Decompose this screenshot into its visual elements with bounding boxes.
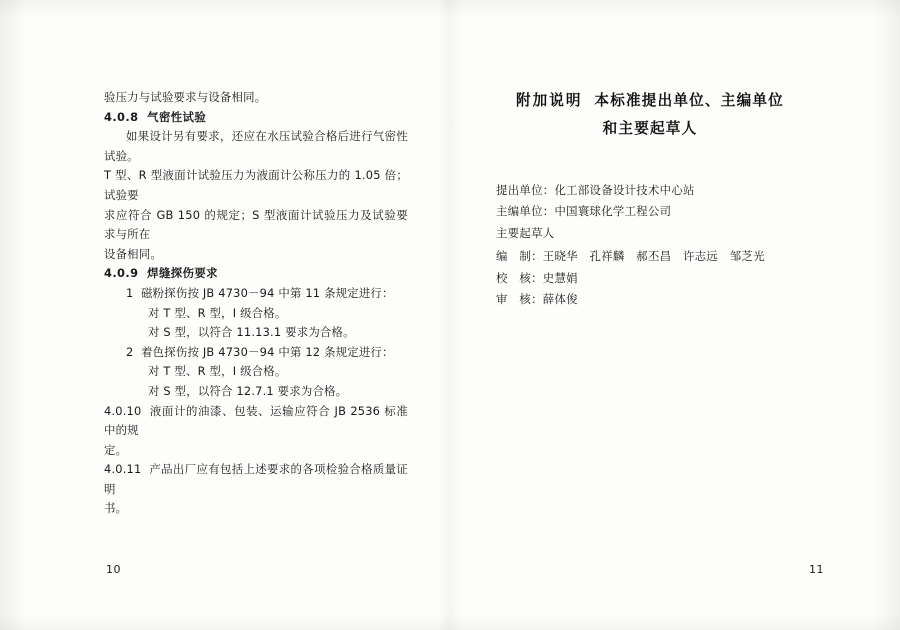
clause-heading-4-0-8: 4.0.8 气密性试验: [104, 109, 207, 124]
list-item: 1 磁粉探伤按 JB 4730－94 中第 11 条规定进行：: [126, 285, 394, 300]
page-number-left: 10: [106, 563, 121, 576]
proposing-unit: 提出单位：化工部设备设计技术中心站: [496, 183, 695, 197]
drafters-compilers: 编 制：王晓华 孔祥麟 郝丕昌 许志远 邹芝光: [496, 249, 765, 264]
main-drafters-label: 主要起草人: [496, 225, 555, 240]
text-line: 对 T 型、R 型，I 级合格。: [148, 364, 287, 379]
clause-4-0-11: 4.0.11 产品出厂应有包括上述要求的各项检验合格质量证明: [104, 462, 408, 496]
text-line: T 型、R 型液面计试验压力为液面计公称压力的 1.05 倍；试验要: [104, 168, 408, 202]
text-line: 求应符合 GB 150 的规定；S 型液面计试验压力及试验要求与所在: [104, 207, 408, 242]
appendix-title-line1: 本标准提出单位、主编单位: [594, 92, 784, 109]
drafters-checker: 校 核：史慧娟: [496, 270, 578, 285]
drafters-list: [496, 246, 804, 310]
right-page: [450, 0, 900, 630]
appendix-label: 附加说明: [516, 92, 583, 109]
chief-editing-unit: 主编单位：中国寰球化学工程公司: [496, 204, 672, 219]
text-line: 对 S 型，以符合 11.13.1 要求为合格。: [148, 325, 355, 340]
appendix-title: [496, 88, 804, 142]
text-line: 书。: [104, 501, 128, 516]
text-line: 设备相同。: [104, 246, 162, 261]
text-line: 如果设计另有要求，还应在水压试验合格后进行气密性试验。: [104, 129, 408, 163]
list-item: 2 着色探伤按 JB 4730－94 中第 12 条规定进行：: [126, 344, 394, 359]
text-line: 对 T 型、R 型，I 级合格。: [148, 305, 287, 320]
clause-4-0-10: 4.0.10 液面计的油漆、包装、运输应符合 JB 2536 标准中的规: [104, 403, 408, 438]
drafters-reviewer: 审 核：薛体俊: [496, 292, 578, 307]
appendix-title-line2: 和主要起草人: [602, 120, 698, 137]
text-line: 定。: [104, 442, 128, 457]
page-number-right: 11: [809, 563, 824, 576]
clause-heading-4-0-9: 4.0.9 焊缝探伤要求: [104, 266, 218, 281]
text-line: 验压力与试验要求与设备相同。: [104, 90, 267, 104]
left-page-body: [104, 88, 408, 519]
appendix-body: [496, 180, 804, 310]
text-line: 对 S 型，以符合 12.7.1 要求为合格。: [148, 383, 348, 398]
